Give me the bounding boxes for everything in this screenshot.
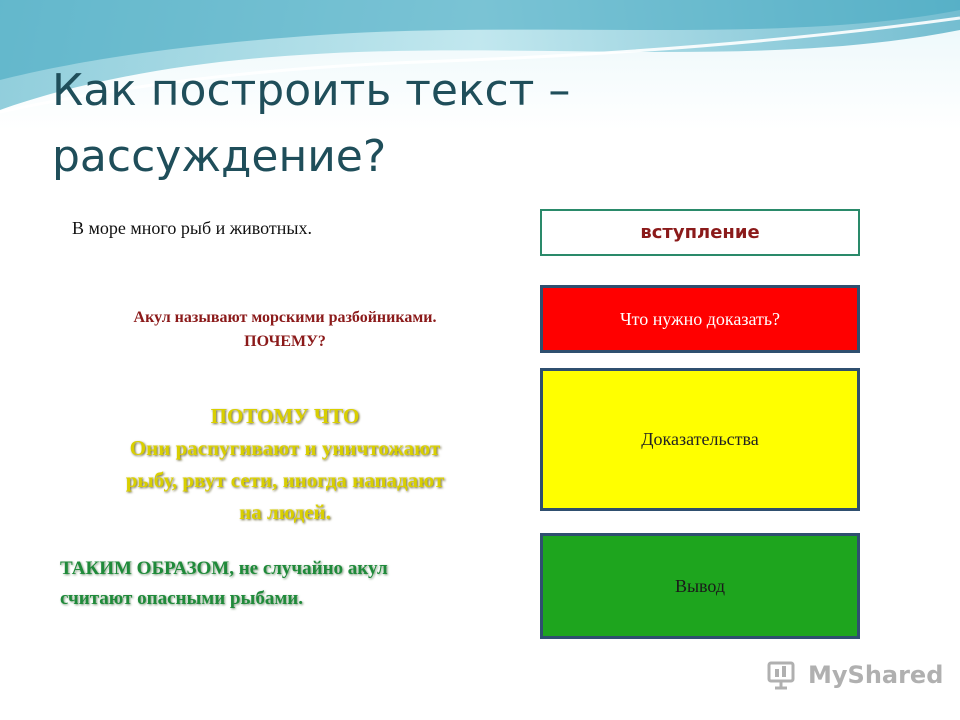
intro-text: В море много рыб и животных. [72, 218, 313, 238]
thesis-box [540, 285, 860, 353]
evidence-box [540, 368, 860, 511]
conclusion-line-1: ТАКИМ ОБРАЗОМ, не случайно акул [60, 558, 388, 579]
conclusion-text [60, 554, 510, 614]
title-line-2: рассуждение? [52, 131, 387, 182]
slide-title [52, 58, 752, 190]
evidence-heading: ПОТОМУ ЧТО [210, 404, 360, 428]
conclusion-line-2: считают опасными рыбами. [60, 588, 303, 609]
title-line-1: Как построить текст – [52, 65, 571, 116]
thesis-line-1: Акул называют морскими разбойниками. [133, 309, 437, 326]
myshared-watermark [766, 655, 943, 695]
watermark-text: MyShared [808, 661, 944, 689]
presentation-icon [766, 659, 802, 691]
intro-box-label: вступление [640, 222, 760, 243]
intro-box [540, 209, 860, 256]
evidence-line-3: на людей. [239, 500, 331, 524]
thesis-line-2: ПОЧЕМУ? [244, 333, 326, 350]
thesis-text [60, 306, 510, 354]
evidence-line-2: рыбу, рвут сети, иногда нападают [125, 468, 445, 492]
evidence-text [60, 432, 510, 528]
evidence-box-label: Доказательства [641, 429, 759, 449]
evidence-line-1: Они распугивают и уничтожают [129, 436, 441, 460]
conclusion-box-label: Вывод [674, 575, 726, 596]
conclusion-box [540, 533, 860, 639]
thesis-box-label: Что нужно доказать? [619, 308, 781, 329]
